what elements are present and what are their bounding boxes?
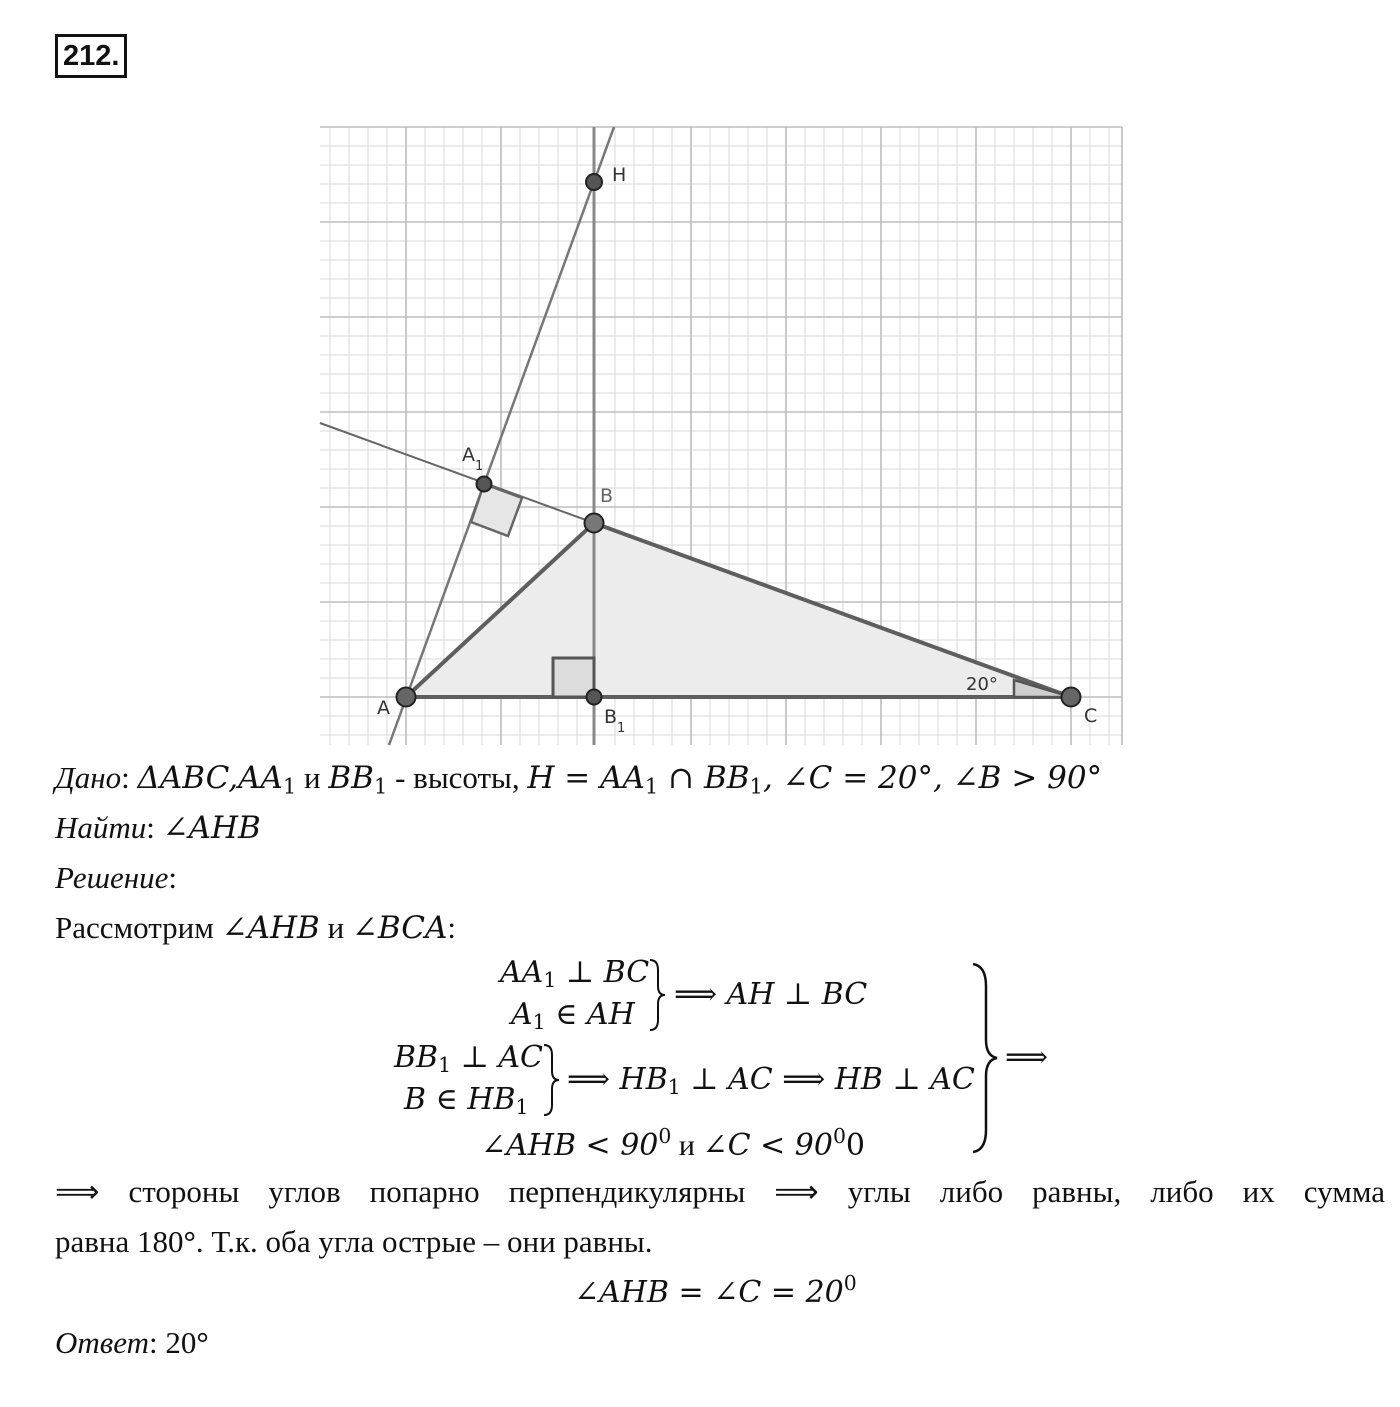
solution-label: Решение: (55, 860, 177, 895)
consider-line: Рассмотрим ∠AHB и ∠BCA: (55, 910, 456, 946)
point-h (586, 174, 602, 190)
point-b1 (587, 690, 602, 705)
system-row2b: B ∈ $HB_1$ (404, 1082, 529, 1120)
point-a (397, 688, 416, 707)
system-implies: ⟹ (1005, 1040, 1049, 1075)
label-b: B (600, 485, 614, 507)
label-a: A (377, 697, 390, 719)
brace-row2 (542, 1043, 562, 1117)
point-c (1062, 688, 1081, 707)
conclusion-line1: ⟹ стороны углов попарно перпендикулярны ⟹ углы либо равны, либо их сумма (55, 1174, 1385, 1209)
right-angle-mark-a1 (471, 484, 522, 536)
label-angle-20: 20° (966, 674, 998, 695)
system-row1b: $A_1$ ∈ AH (511, 997, 635, 1035)
label-b1: $B_1$ (604, 706, 626, 736)
result-equation: ∠AHB = ∠C = $20^0$ (574, 1270, 857, 1310)
problem-number: 212. (55, 34, 127, 78)
find-line: Найти: ∠AHB (55, 810, 261, 846)
system-row2a: $BB_1$ ⊥ AC (394, 1040, 543, 1078)
big-brace (970, 962, 1000, 1154)
system-row1-result: ⟹ AH ⊥ BC (674, 977, 868, 1012)
system-row1a: $AA_1$ ⊥ BC (500, 955, 650, 993)
label-a1: $A_1$ (462, 444, 484, 474)
point-b (585, 514, 604, 533)
conclusion-line2: равна 180°. Т.к. оба угла острые – они равны. (55, 1224, 653, 1259)
point-a1 (477, 477, 492, 492)
label-h: H (612, 164, 627, 186)
triangle-abc (406, 523, 1071, 697)
system-row2-result: ⟹ $HB_1$ ⊥ AC ⟹ HB ⊥ AC (567, 1062, 975, 1100)
brace-row1 (648, 958, 668, 1032)
label-c: C (1084, 705, 1098, 727)
system-row3: ∠AHB < $90^0$ и ∠C < $90^00$ (481, 1123, 866, 1163)
given-line: Дано: $\Delta ABC,AA_1$ и $BB_1$ - высоты, $H = AA_1$ ∩ $BB_1$, ∠C = 20°, ∠B > 90° (55, 760, 1103, 799)
answer-line: Ответ: 20° (55, 1325, 209, 1360)
